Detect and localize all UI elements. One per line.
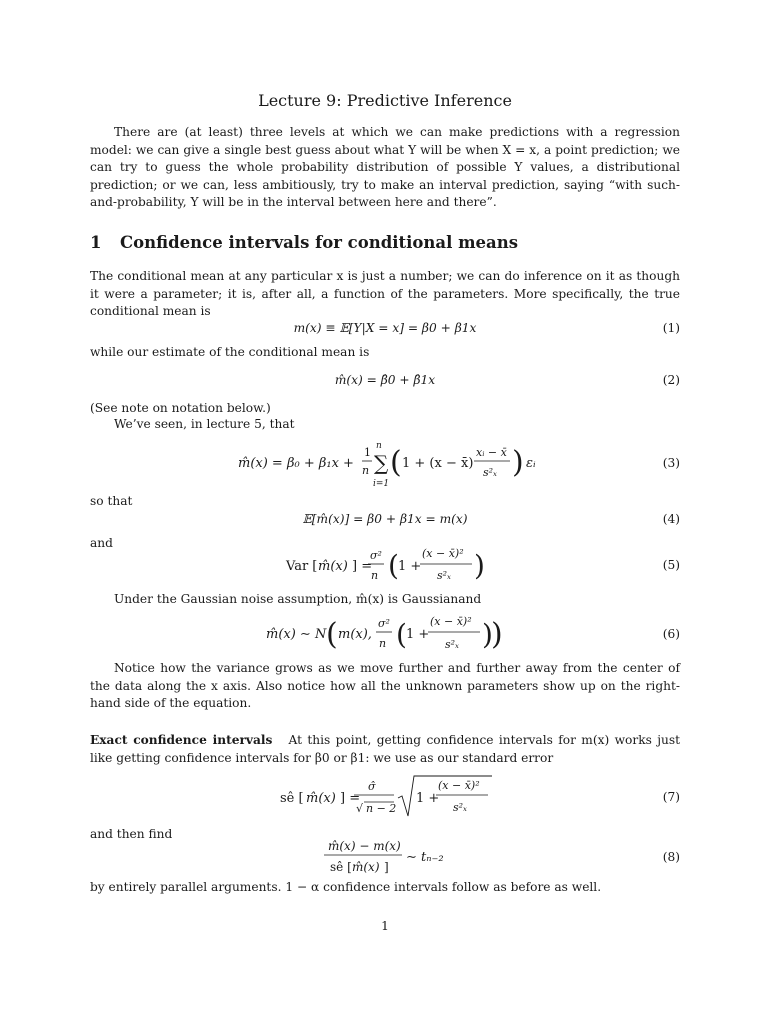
equation-4-math: 𝔼[m̂(x)] = β0 + β1x = m(x) <box>302 512 468 526</box>
svg-text:] =: ] = <box>352 559 373 574</box>
svg-text:): ) <box>482 618 493 651</box>
paragraph-parallel-arguments: by entirely parallel arguments. 1 − α confidence intervals follow as before as well. <box>90 880 602 894</box>
paragraph-exact-ci <box>90 732 680 767</box>
svg-text:σ²: σ² <box>370 549 382 562</box>
svg-text:(x − x̄)²: (x − x̄)² <box>422 547 464 560</box>
equation-5-math <box>90 543 680 587</box>
paragraph-conditional-mean: The conditional mean at any particular x is just a number; we can do inference on it as though it were a parameter; it is, after all, a function of the parameters. More specifically, the true conditional mean is <box>90 269 680 318</box>
svg-text:1 +: 1 + <box>416 791 440 806</box>
exact-ci-text: At this point, getting confidence intervals for m(x) works just like getting confidence intervals for β0 or β1: we use as our standard error <box>90 733 681 765</box>
equation-4 <box>90 511 680 531</box>
svg-text:1 + (x − x̄): 1 + (x − x̄) <box>402 456 474 471</box>
svg-text:(: ( <box>390 445 402 480</box>
equation-7-math <box>90 772 680 822</box>
svg-text:sê [: sê [ <box>280 791 304 806</box>
svg-text:s²ₓ: s²ₓ <box>437 569 451 582</box>
paragraph-and: and <box>90 536 113 550</box>
equation-8-math <box>90 834 680 878</box>
section-heading <box>90 232 518 254</box>
paragraph-estimate: while our estimate of the conditional mean is <box>90 345 370 359</box>
svg-text:n: n <box>379 637 387 650</box>
svg-text:(: ( <box>396 618 407 651</box>
svg-text:] =: ] = <box>340 791 361 806</box>
svg-text:m̂(x) = β₀ + β₁x +: m̂(x) = β₀ + β₁x + <box>238 456 354 471</box>
svg-text:σ²: σ² <box>378 617 390 630</box>
svg-text:s²ₓ: s²ₓ <box>445 638 459 651</box>
equation-2-math: m̂(x) = β̂0 + β̂1x <box>334 373 436 387</box>
svg-text:1 +: 1 + <box>398 559 422 574</box>
equation-7-number: (7) <box>662 790 680 804</box>
svg-text:m̂(x): m̂(x) <box>352 860 380 874</box>
svg-text:(: ( <box>388 549 399 582</box>
equation-4-number: (4) <box>662 512 680 526</box>
paragraph-notation-note: (See note on notation below.) <box>90 401 271 415</box>
equation-6-number: (6) <box>662 627 680 641</box>
svg-text:1: 1 <box>364 446 371 459</box>
svg-text:): ) <box>474 549 485 582</box>
section-number: 1 <box>90 233 102 252</box>
svg-text:n − 2: n − 2 <box>366 802 397 815</box>
equation-3 <box>90 440 680 490</box>
svg-text:(x − x̄)²: (x − x̄)² <box>430 615 472 628</box>
svg-text:s²ₓ: s²ₓ <box>483 466 497 479</box>
svg-text:√: √ <box>356 802 364 815</box>
equation-3-math <box>90 440 680 490</box>
equation-6-math <box>90 611 680 657</box>
equation-6 <box>90 611 680 657</box>
svg-text:n: n <box>376 441 382 451</box>
svg-text:n: n <box>371 569 379 582</box>
paragraph-then-find: and then find <box>90 827 173 841</box>
svg-text:σ̂: σ̂ <box>368 780 376 793</box>
equation-8 <box>90 834 680 878</box>
svg-text:m̂(x) ∼ N: m̂(x) ∼ N <box>266 627 327 642</box>
svg-text:): ) <box>491 617 503 652</box>
equation-2-number: (2) <box>662 373 680 387</box>
svg-text:εᵢ: εᵢ <box>526 456 536 471</box>
svg-text:∼ tₙ₋₂: ∼ tₙ₋₂ <box>406 850 444 865</box>
svg-text:m̂(x): m̂(x) <box>318 559 348 574</box>
svg-text:xᵢ − x̄: xᵢ − x̄ <box>476 446 507 459</box>
svg-text:s²ₓ: s²ₓ <box>453 801 467 814</box>
svg-text:i=1: i=1 <box>373 479 390 489</box>
svg-text:]: ] <box>384 860 389 874</box>
equation-1-math: m(x) ≡ 𝔼[Y|X = x] = β0 + β1x <box>293 321 477 335</box>
paragraph-lecture5: We’ve seen, in lecture 5, that <box>114 417 295 431</box>
paragraph-variance-grows: Notice how the variance grows as we move further and further away from the center of the data along the x axis. Also notice how all the unknown parameters show up on the right-hand side of the equation. <box>90 661 680 710</box>
equation-2 <box>90 372 680 392</box>
section-title: Confidence intervals for conditional means <box>120 233 519 252</box>
svg-text:m̂(x) − m(x): m̂(x) − m(x) <box>328 839 401 853</box>
paragraph-so-that: so that <box>90 494 133 508</box>
intro-paragraph: There are (at least) three levels at which we can make predictions with a regression model: we can give a single best guess about what Y will be when X = x, a point prediction; we can try to guess the whole probability distribution of possible Y values, a distributional prediction; or we can, less ambitiously, try to make an interval prediction, saying “with such-and-probability, Y will be in the interval between here and there”. <box>90 125 680 209</box>
svg-text:n: n <box>362 464 370 477</box>
svg-text:1 +: 1 + <box>406 627 430 642</box>
svg-text:Var [: Var [ <box>286 559 318 574</box>
equation-1-number: (1) <box>662 321 680 335</box>
svg-text:sê [: sê [ <box>330 860 352 874</box>
svg-text:): ) <box>512 445 524 480</box>
svg-text:(x − x̄)²: (x − x̄)² <box>438 779 480 792</box>
svg-text:m(x),: m(x), <box>338 627 372 642</box>
equation-5-number: (5) <box>662 558 680 572</box>
paper-page <box>90 0 680 1024</box>
svg-text:m̂(x): m̂(x) <box>306 791 336 806</box>
svg-text:∑: ∑ <box>374 451 389 475</box>
equation-7 <box>90 772 680 822</box>
exact-ci-heading: Exact confidence intervals <box>90 733 273 747</box>
paragraph-gaussian: Under the Gaussian noise assumption, m̂(x) is Gaussianand <box>114 592 482 606</box>
page-number: 1 <box>381 919 389 933</box>
lecture-title: Lecture 9: Predictive Inference <box>258 91 512 110</box>
svg-text:(: ( <box>326 617 338 652</box>
equation-3-number: (3) <box>662 456 680 470</box>
equation-8-number: (8) <box>662 850 680 864</box>
equation-1 <box>90 320 680 340</box>
equation-5 <box>90 543 680 587</box>
